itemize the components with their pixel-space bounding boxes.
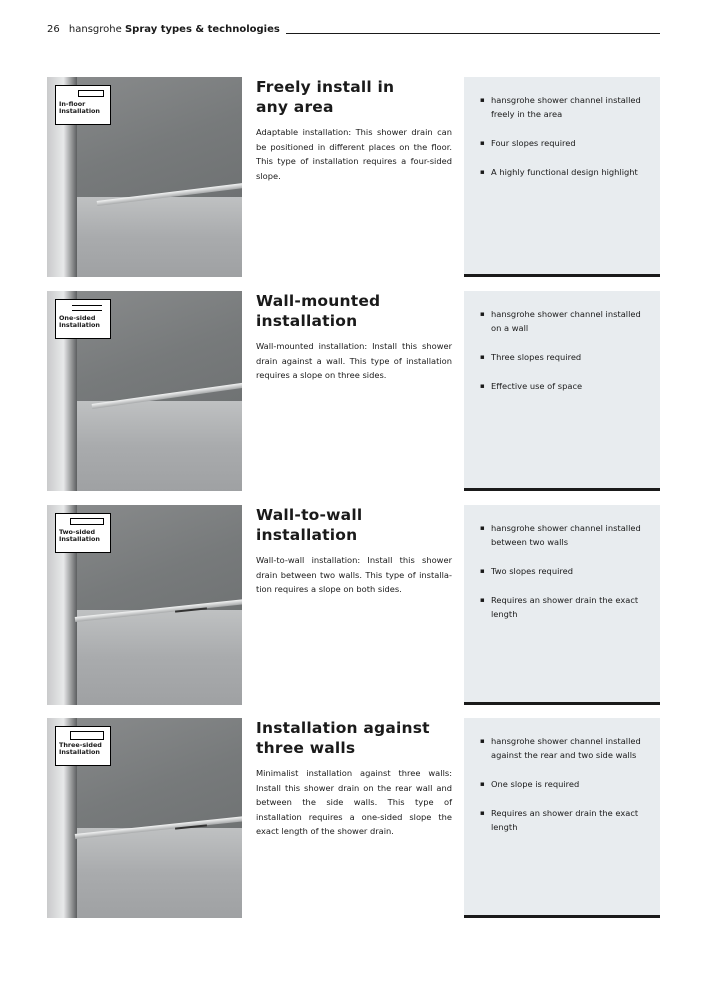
installation-badge — [55, 726, 111, 766]
feature-item: ▪ Effective use of space — [480, 379, 650, 393]
page-header — [47, 22, 660, 40]
drain-symbol-icon — [78, 90, 104, 97]
drain-symbol-icon — [70, 518, 104, 525]
feature-item: ▪ hansgrohe shower channel installed on a wall — [480, 307, 650, 335]
feature-item: ▪ Requires an shower drain the exact length — [480, 593, 650, 621]
feature-box — [464, 291, 660, 491]
installation-photo — [47, 291, 242, 491]
section-three-walls — [47, 718, 660, 918]
installation-badge — [55, 299, 111, 339]
feature-item: ▪ Three slopes required — [480, 350, 650, 364]
drain-symbol-icon — [72, 305, 102, 311]
feature-box — [464, 505, 660, 705]
section-body: Wall-to-wall installation: Install this shower drain between two walls. This type of installa-tion requires a slope on both sides. — [256, 555, 452, 594]
feature-item: ▪ hansgrohe shower channel installed freely in the area — [480, 93, 650, 121]
section-body: Wall-mounted installation: Install this shower drain against a wall. This type of installation requires a slope on three sides. — [256, 341, 452, 380]
drain-symbol-icon — [70, 731, 104, 740]
feature-item: ▪ A highly functional design highlight — [480, 165, 650, 179]
installation-photo — [47, 77, 242, 277]
page-number: 26 — [47, 24, 60, 35]
feature-box — [464, 77, 660, 277]
feature-item: ▪ Two slopes required — [480, 564, 650, 578]
installation-badge — [55, 513, 111, 553]
section-wall-to-wall — [47, 505, 660, 705]
section-heading: Wall-to-wall installation — [256, 506, 363, 544]
feature-item: ▪ Requires an shower drain the exact length — [480, 806, 650, 834]
feature-item: ▪ hansgrohe shower channel installed between two walls — [480, 521, 650, 549]
section-heading: Wall-mounted installation — [256, 292, 381, 330]
badge-label: Three-sided Installation — [59, 741, 102, 757]
feature-item: ▪ Four slopes required — [480, 136, 650, 150]
section-in-floor — [47, 77, 660, 277]
header-rule — [262, 33, 660, 34]
section-title: Spray types & technologies — [124, 24, 280, 35]
brand-name: hansgrohe — [68, 24, 122, 35]
section-body: Minimalist installation against three walls: Install this shower drain on the rear wall and between the side walls. This type of installation requires a one-sided slope the exact length of the shower drain. — [256, 768, 452, 836]
feature-item: ▪ One slope is required — [480, 777, 650, 791]
section-body: Adaptable installation: This shower drain can be positioned in different places on the floor. This type of installation requires a four-sided slope. — [256, 127, 452, 181]
section-heading: Freely install in any area — [256, 78, 395, 116]
section-wall-mounted — [47, 291, 660, 491]
section-heading: Installation against three walls — [256, 719, 430, 757]
badge-label: In-floor Installation — [59, 100, 100, 116]
badge-label: One-sided Installation — [59, 314, 100, 330]
installation-photo — [47, 718, 242, 918]
badge-label: Two-sided Installation — [59, 528, 100, 544]
feature-item: ▪ hansgrohe shower channel installed against the rear and two side walls — [480, 734, 650, 762]
feature-box — [464, 718, 660, 918]
installation-badge — [55, 85, 111, 125]
installation-photo — [47, 505, 242, 705]
